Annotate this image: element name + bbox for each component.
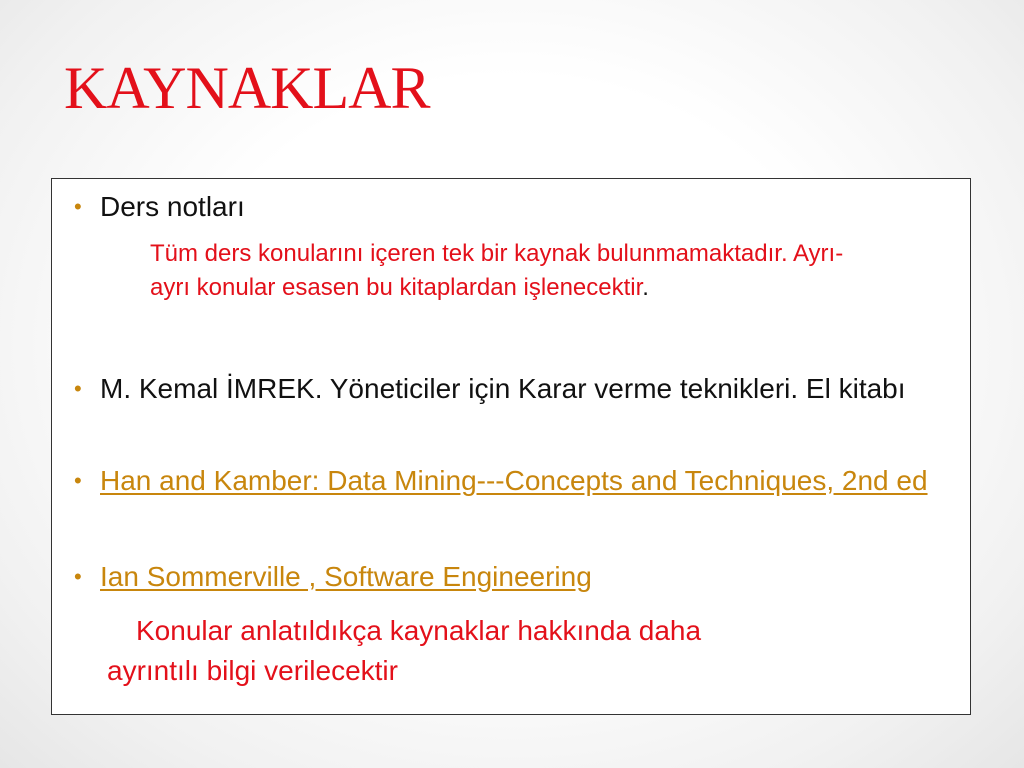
bullet-item-sommerville[interactable] (74, 557, 954, 597)
bullet-text: M. Kemal İMREK. Yöneticiler için Karar verme teknikleri. El kitabı (100, 373, 906, 404)
bullet-icon: • (74, 564, 82, 589)
bullet-item-imrek (74, 369, 954, 409)
bullet-icon: • (74, 468, 82, 493)
han-kamber-link[interactable]: Han and Kamber: Data Mining---Concepts and Techniques, 2nd ed (100, 465, 928, 496)
bullet-item-han-kamber[interactable] (74, 461, 954, 501)
content-box (51, 178, 971, 715)
bullet-icon: • (74, 376, 82, 401)
sommerville-link[interactable]: Ian Sommerville , Software Engineering (100, 561, 592, 592)
note-line-1: Konular anlatıldıkça kaynaklar hakkında daha (136, 615, 702, 646)
bullet-icon: • (74, 194, 82, 219)
description-text: Tüm ders konularını içeren tek bir kaynak bulunmamaktadır. Ayrı-ayrı konular esasen bu kitaplardan işlenecektir (150, 240, 844, 301)
ders-notlari-description (150, 237, 870, 305)
description-period: . (642, 274, 649, 301)
bullet-item-ders-notlari (74, 187, 954, 227)
note-line-2: ayrıntılı bilgi verilecektir (107, 655, 398, 686)
slide-title: KAYNAKLAR (64, 55, 430, 121)
bullet-text: Ders notları (100, 191, 245, 222)
